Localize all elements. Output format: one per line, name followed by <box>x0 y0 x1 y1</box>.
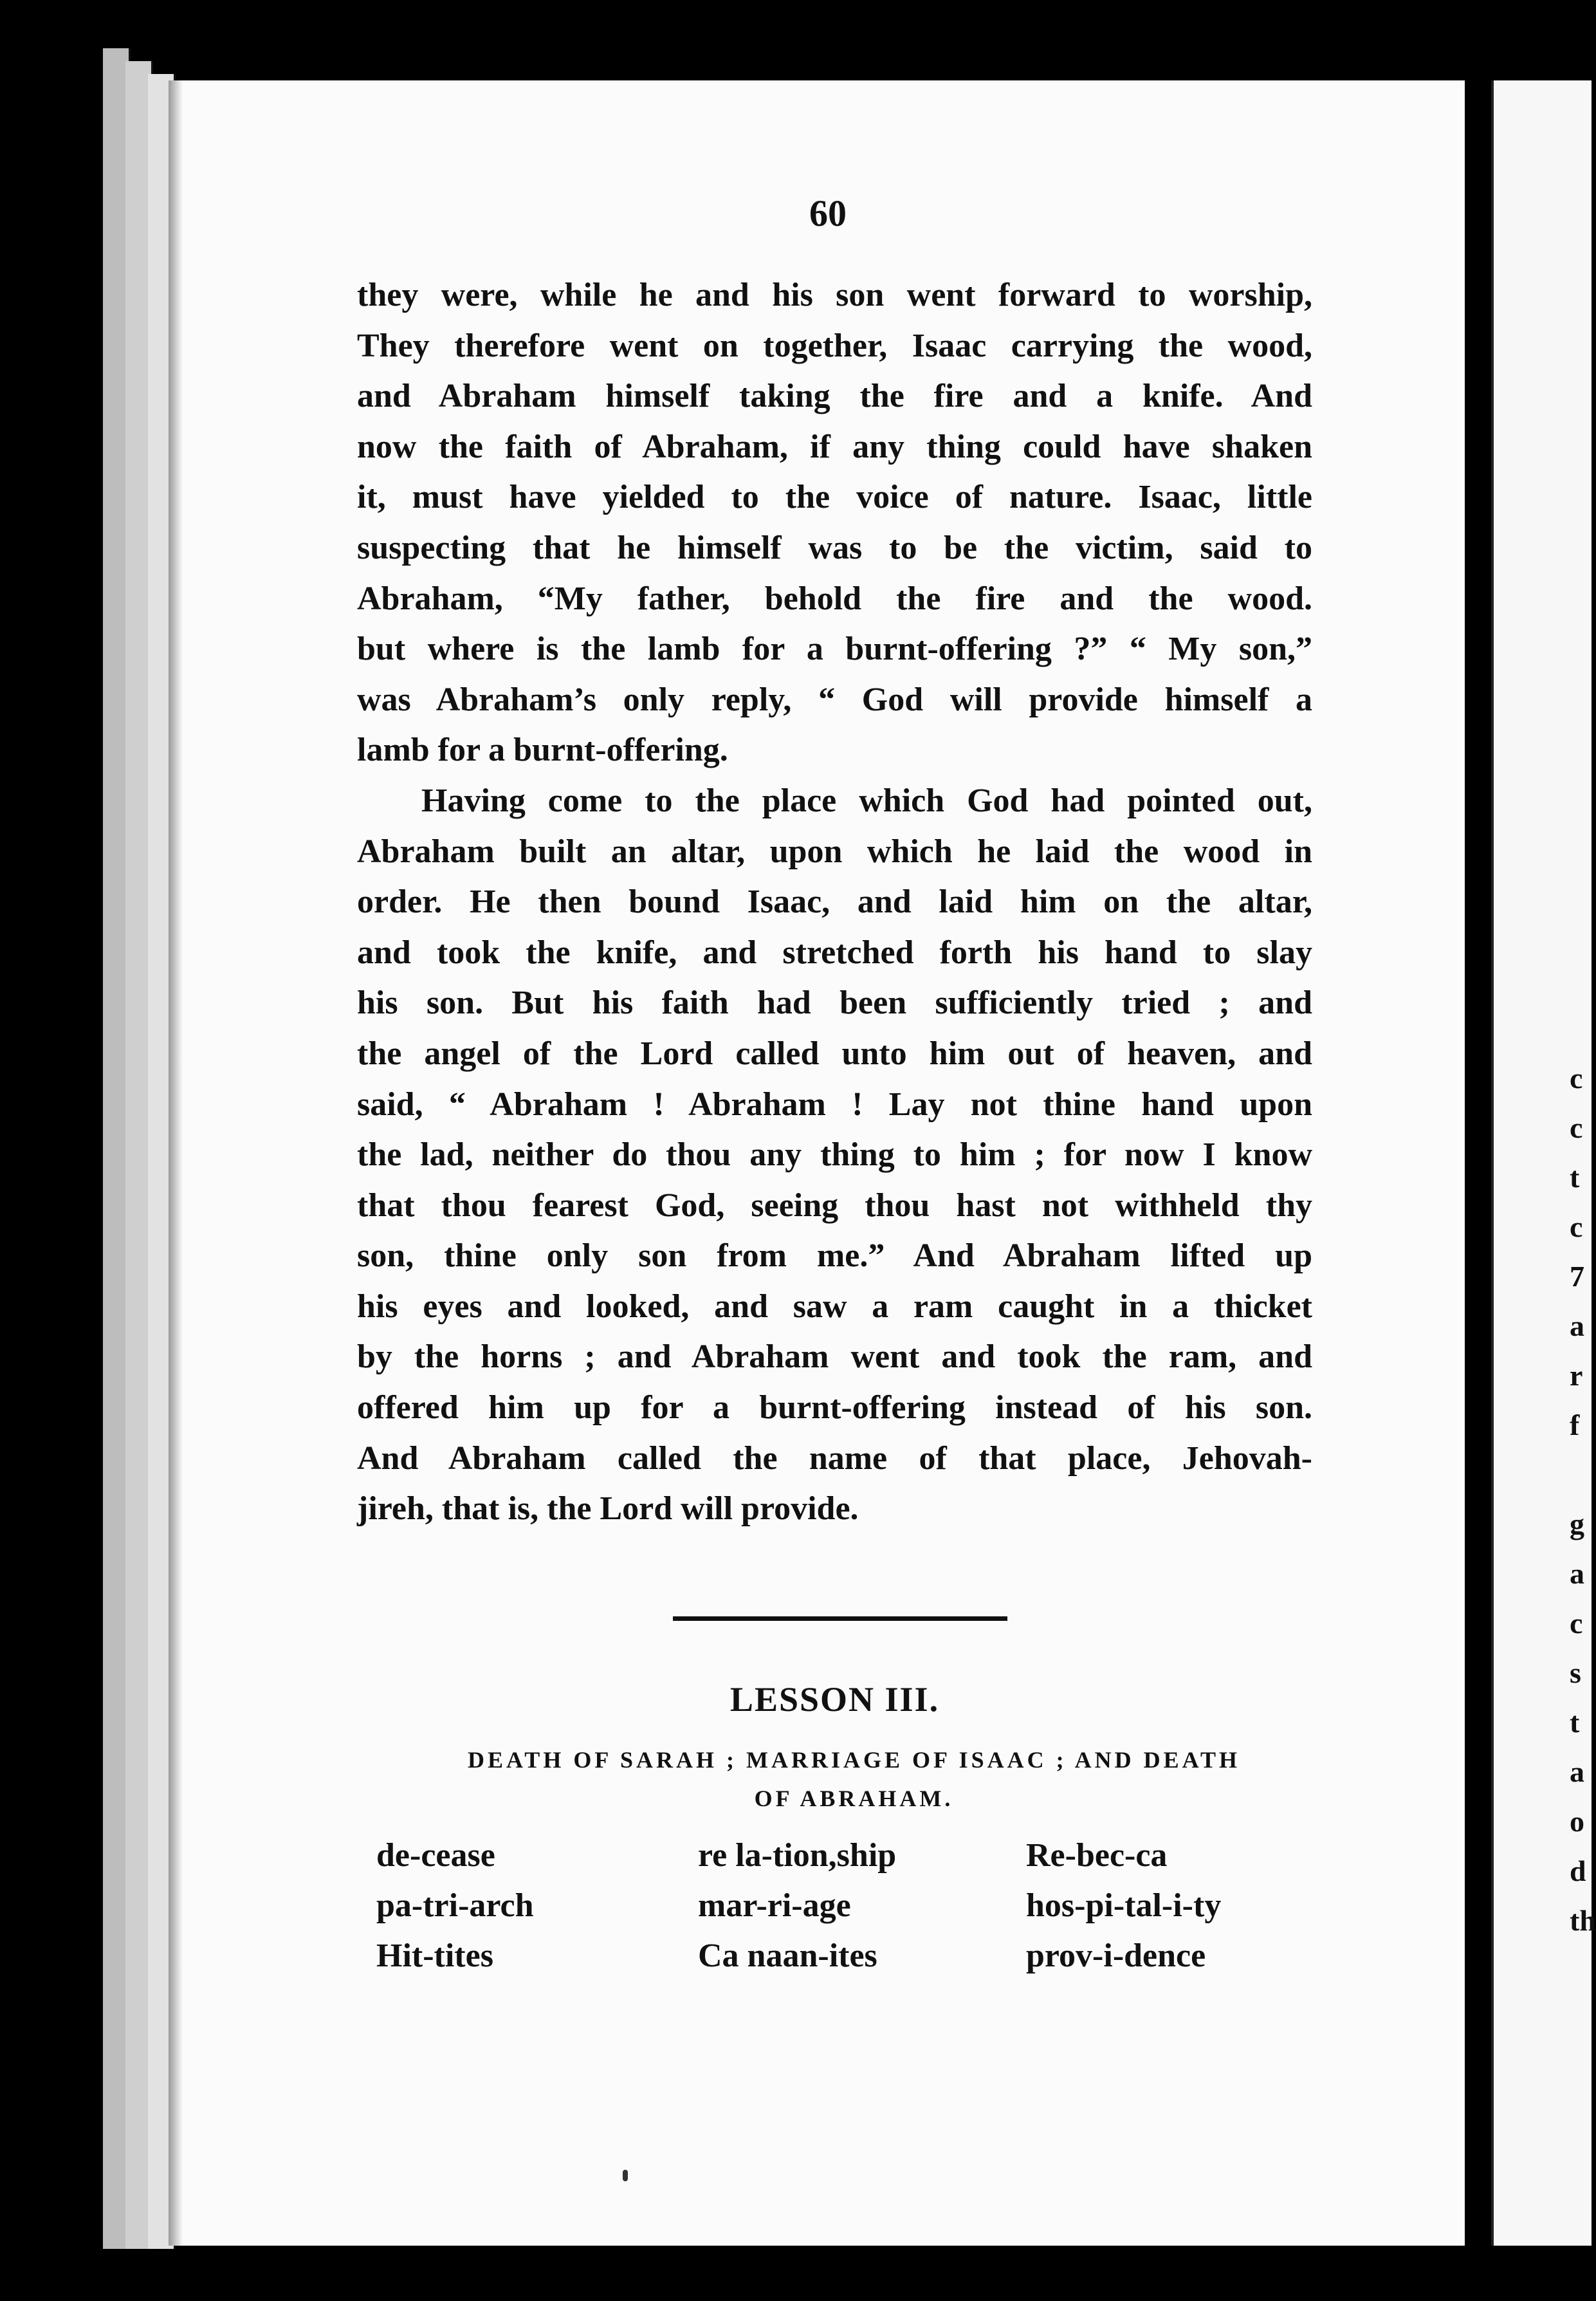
facing-page-letters <box>1570 1004 1596 1945</box>
text-line: and took the knife, and stretched forth his hand to slay <box>357 934 1312 971</box>
text-line: offered him up for a burnt-offering instead of his son. <box>357 1389 1312 1427</box>
text-line: suspecting that he himself was to be the victim, said to <box>357 529 1312 566</box>
facing-letter: f <box>1570 1409 1580 1441</box>
text-line: They therefore went on together, Isaac carrying the wood, <box>357 327 1312 364</box>
facing-letter: r <box>1570 1359 1583 1392</box>
facing-letter: th <box>1570 1904 1596 1937</box>
text-line: they were, while he and his son went forward to worship, <box>357 277 1312 313</box>
facing-letter: 7 <box>1570 1260 1584 1293</box>
facing-letter: a <box>1570 1755 1584 1788</box>
facing-letter: a <box>1570 1309 1584 1342</box>
text-line: Abraham, “My father, behold the fire and the wood. <box>357 580 1312 617</box>
vocabulary-word: re la-tion,ship <box>698 1837 897 1874</box>
vocabulary-word: pa-tri-arch <box>376 1887 534 1924</box>
text-line: said, “ Abraham ! Abraham ! Lay not thine hand upon <box>357 1086 1312 1123</box>
vocabulary-word: prov-i-dence <box>1026 1937 1206 1974</box>
vocabulary-list <box>376 1831 1316 1981</box>
vocabulary-row <box>376 1931 1316 1981</box>
facing-letter: s <box>1570 1656 1581 1689</box>
text-line: by the horns ; and Abraham went and took the ram, and <box>357 1338 1312 1376</box>
text-line: order. He then bound Isaac, and laid him on the altar, <box>357 883 1312 921</box>
text-line: now the faith of Abraham, if any thing could have shaken <box>357 428 1312 465</box>
text-line: the angel of the Lord called unto him out of heaven, and <box>357 1035 1312 1072</box>
text-line: Abraham built an altar, upon which he laid the wood in <box>357 833 1312 870</box>
text-line: his son. But his faith had been sufficiently tried ; and <box>357 984 1312 1022</box>
text-line: and Abraham himself taking the fire and a knife. And <box>357 378 1312 415</box>
vocabulary-word: Ca naan-ites <box>698 1937 877 1974</box>
vocabulary-word: de-cease <box>376 1837 495 1874</box>
page-number: 60 <box>809 192 847 234</box>
facing-letter: o <box>1570 1805 1584 1838</box>
facing-letter: c <box>1570 1210 1583 1243</box>
facing-letter <box>1570 1450 1596 1499</box>
vocabulary-row <box>376 1881 1316 1931</box>
facing-letter: d <box>1570 1854 1586 1887</box>
text-line: it, must have yielded to the voice of nature. Isaac, little <box>357 479 1312 516</box>
vocabulary-row <box>376 1831 1316 1881</box>
facing-letter: c <box>1570 1607 1583 1640</box>
text-line: the lad, neither do thou any thing to him ; for now I know <box>357 1136 1312 1174</box>
facing-letter: g <box>1570 1508 1584 1540</box>
ink-speck <box>623 2170 628 2181</box>
facing-letter: t <box>1570 1706 1580 1739</box>
text-line: And Abraham called the name of that place, Jehovah- <box>357 1439 1312 1477</box>
vocabulary-word: Re-bec-ca <box>1026 1837 1168 1874</box>
facing-letter: c <box>1570 1111 1583 1144</box>
lesson-subtitle <box>357 1741 1351 1818</box>
vocabulary-word: hos-pi-tal-i-ty <box>1026 1887 1222 1924</box>
facing-letter <box>1570 1004 1596 1053</box>
text-line: that thou fearest God, seeing thou hast not withheld thy <box>357 1187 1312 1224</box>
facing-letter: c <box>1570 1062 1583 1095</box>
lesson-subtitle-line: DEATH OF SARAH ; MARRIAGE OF ISAAC ; AND DEATH <box>467 1747 1241 1773</box>
vocabulary-word: Hit-tites <box>376 1937 493 1974</box>
section-divider <box>673 1616 1007 1621</box>
text-line: jireh, that is, the Lord will provide. <box>357 1490 859 1528</box>
vocabulary-word: mar-ri-age <box>698 1887 851 1924</box>
text-line: lamb for a burnt-offering. <box>357 732 728 769</box>
text-line: his eyes and looked, and saw a ram caught in a thicket <box>357 1288 1312 1325</box>
body-text <box>357 270 1312 1535</box>
page-gutter-shadow <box>169 80 183 2246</box>
lesson-title: LESSON III. <box>729 1680 940 1719</box>
lesson-subtitle-line: OF ABRAHAM. <box>754 1786 954 1811</box>
text-line: was Abraham’s only reply, “ God will provide himself a <box>357 681 1312 718</box>
facing-letter: t <box>1570 1161 1580 1194</box>
facing-letter: a <box>1570 1557 1584 1590</box>
text-line: son, thine only son from me.” And Abraham lifted up <box>357 1237 1312 1275</box>
text-line: but where is the lamb for a burnt-offering ?” “ My son,” <box>357 631 1312 668</box>
text-line: Having come to the place which God had pointed out, <box>421 782 1312 819</box>
